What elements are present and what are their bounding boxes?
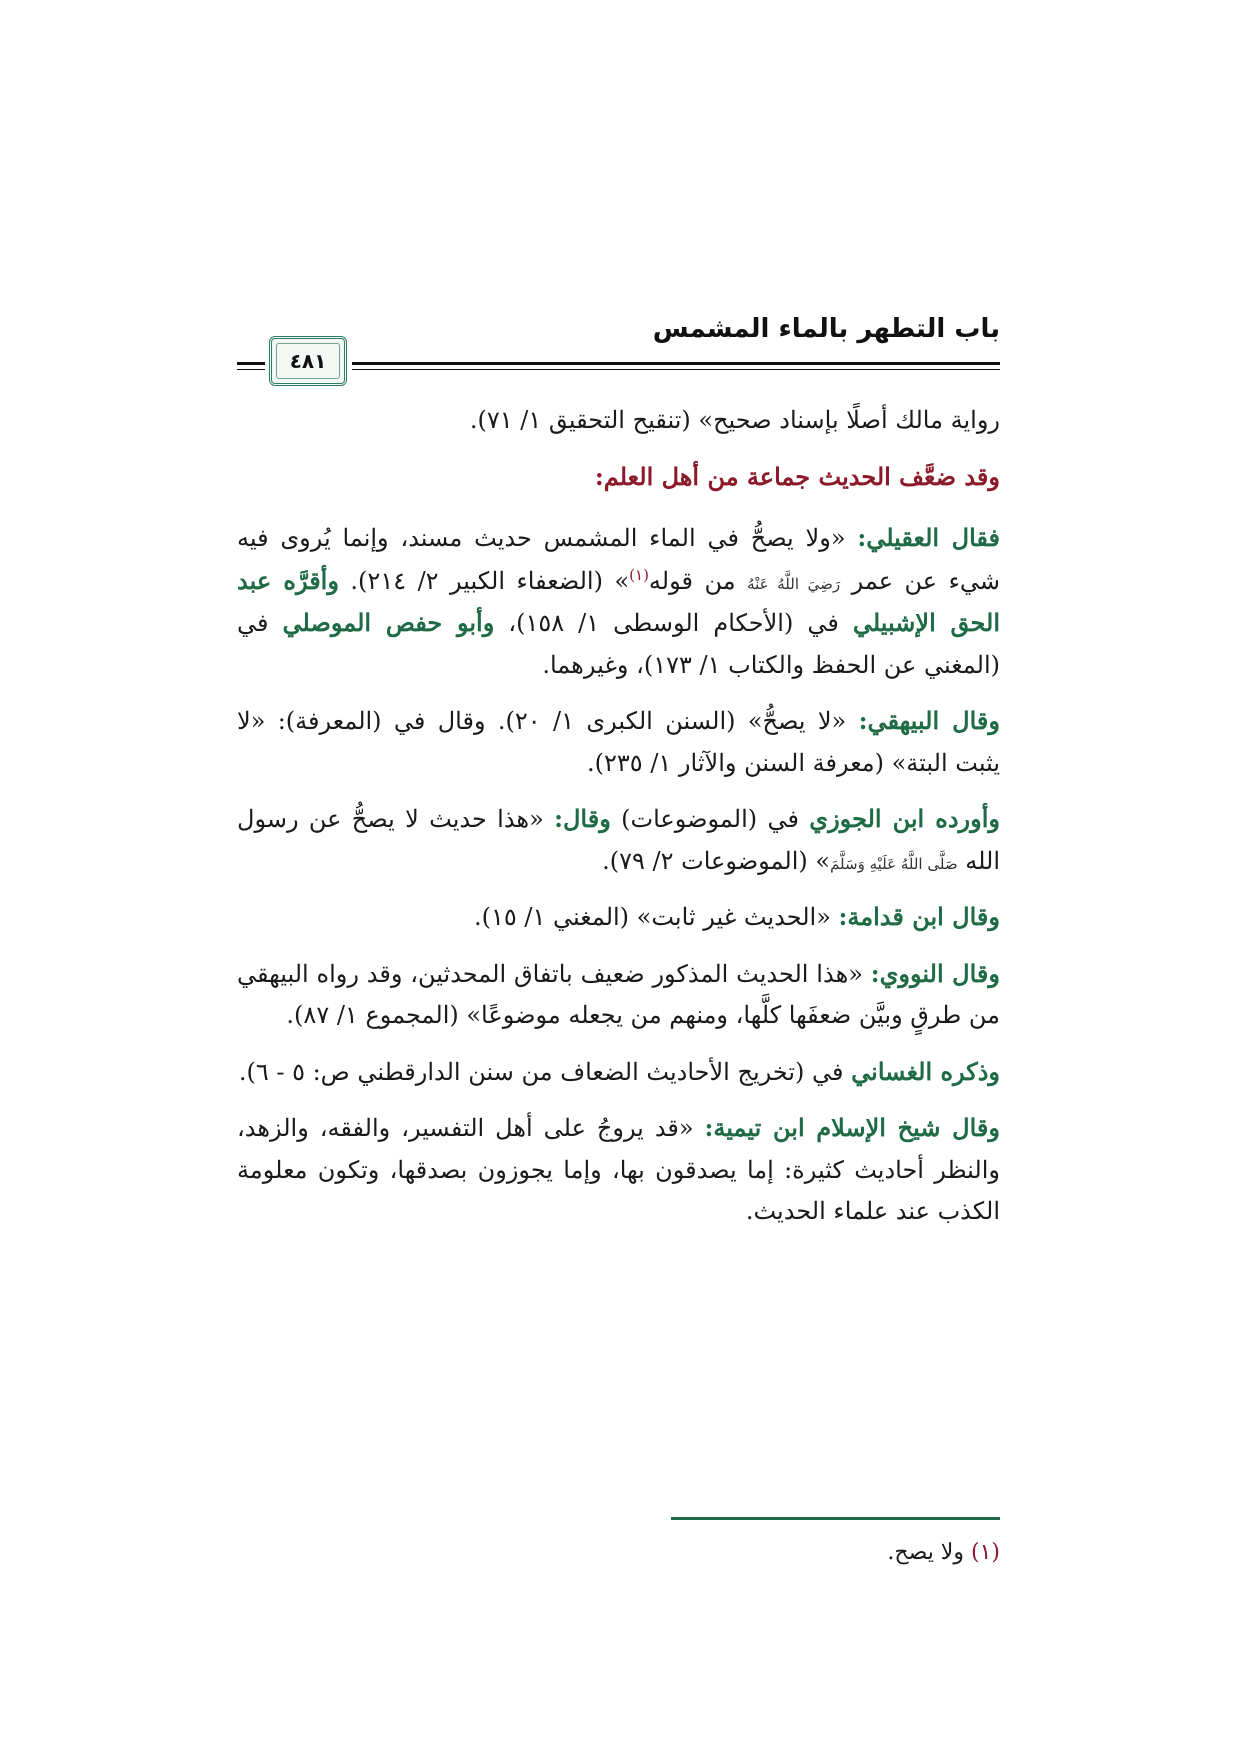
footnote-text: ولا يصح. [887,1540,964,1565]
lead-nawawi: وقال النووي: [870,958,1000,988]
quote-text: «هذا حديث لا يصحُّ عن رسول الله [237,805,1000,875]
running-title: باب التطهر بالماء المشمس [652,314,1000,344]
paragraph-jawzi [237,798,1000,882]
paragraph-bayhaqi [237,700,1000,784]
paragraph-text: في (تخريج الأحاديث الضعاف من سنن الدارقطني ص: ٥ - ٦). [238,1057,844,1086]
header-rule [352,362,1000,370]
main-text [237,400,1000,1247]
footnote-number: (١) [970,1540,1000,1565]
paragraph-uqaili [237,517,1000,686]
honorific-ligature: صَلَّى اللَّهُ عَلَيْهِ وَسَلَّمَ [830,854,958,873]
paragraph-text: «قد يروجُ على أهل التفسير، والفقه، والزهد، والنظر أحاديث كثيرة: إما يصدقون بها، وإما يجوزون بصدقها، وتكون معلومة الكذب عند علماء الحديث. [237,1114,1000,1226]
header-rule-left [237,362,265,370]
footnote-separator [671,1517,1000,1520]
paragraph-text: رواية مالك أصلًا بإسناد صحيح» (تنقيح التحقيق ١/ ٧١). [469,406,1000,434]
paragraph [237,400,1000,442]
paragraph-ghassani [237,1051,1000,1094]
quote-text: من قوله [648,566,736,595]
footnote-reference[interactable]: (١) [629,565,649,584]
lead-jawzi: وأورده ابن الجوزي [809,804,1000,834]
paragraph-qudama [237,896,1000,939]
honorific-ligature: رَضِيَ اللَّهُ عَنْهُ [747,574,841,593]
citation-text: في (المغني عن الحفظ والكتاب ١/ ١٧٣)، وغيرهما. [237,609,1000,679]
lead-ibn-taymiyya: وقال شيخ الإسلام ابن تيمية: [704,1113,1000,1143]
lead-uqaili: فقال العقيلي: [857,523,1001,553]
page-number: ٤٨١ [289,349,327,373]
citation-text: » (الموضوعات ٢/ ٧٩). [602,846,831,875]
page-number-badge [269,336,347,386]
paragraph-text: «الحديث غير ثابت» (المغني ١/ ١٥). [473,903,831,932]
lead-abdulhaq: وأقرَّه عبد الحق الإشبيلي [237,565,1000,638]
paragraph-ibn-taymiyya [237,1107,1000,1233]
paragraph-text: في (الموضوعات) [621,805,799,834]
lead-ghassani: وذكره الغساني [851,1056,1000,1086]
page-header [237,296,1000,390]
footnote [237,1540,1000,1565]
paragraph-nawawi [237,953,1000,1037]
paragraph-text: «لا يصحُّ» (السنن الكبرى ١/ ٢٠). وقال في (المعرفة): «لا يثبت البتة» (معرفة السنن والآثار ١/ ٢٣٥). [237,707,1000,777]
citation-text: » (الضعفاء الكبير ٢/ ٢١٤). [350,566,630,595]
lead-mawsili: وأبو حفص الموصلي [282,608,495,638]
paragraph-text: «هذا الحديث المذكور ضعيف باتفاق المحدثين، وقد رواه البيهقي من طرقٍ وبيَّن ضعفَها كلَّها، ومنهم من يجعله موضوعًا» (المجموع ١/ ٨٧). [237,959,1000,1030]
citation-text: في (الأحكام الوسطى ١/ ١٥٨)، [508,609,839,638]
quote-text: «ولا يصحُّ في الماء المشمس حديث مسند، وإنما يُروى فيه شيء عن عمر [237,524,1000,595]
lead-bayhaqi: وقال البيهقي: [858,706,1000,736]
lead-qudama: وقال ابن قدامة: [838,902,1000,932]
section-heading: وقد ضعَّف الحديث جماعة من أهل العلم: [594,461,1000,491]
lead-qal: وقال: [554,804,611,834]
